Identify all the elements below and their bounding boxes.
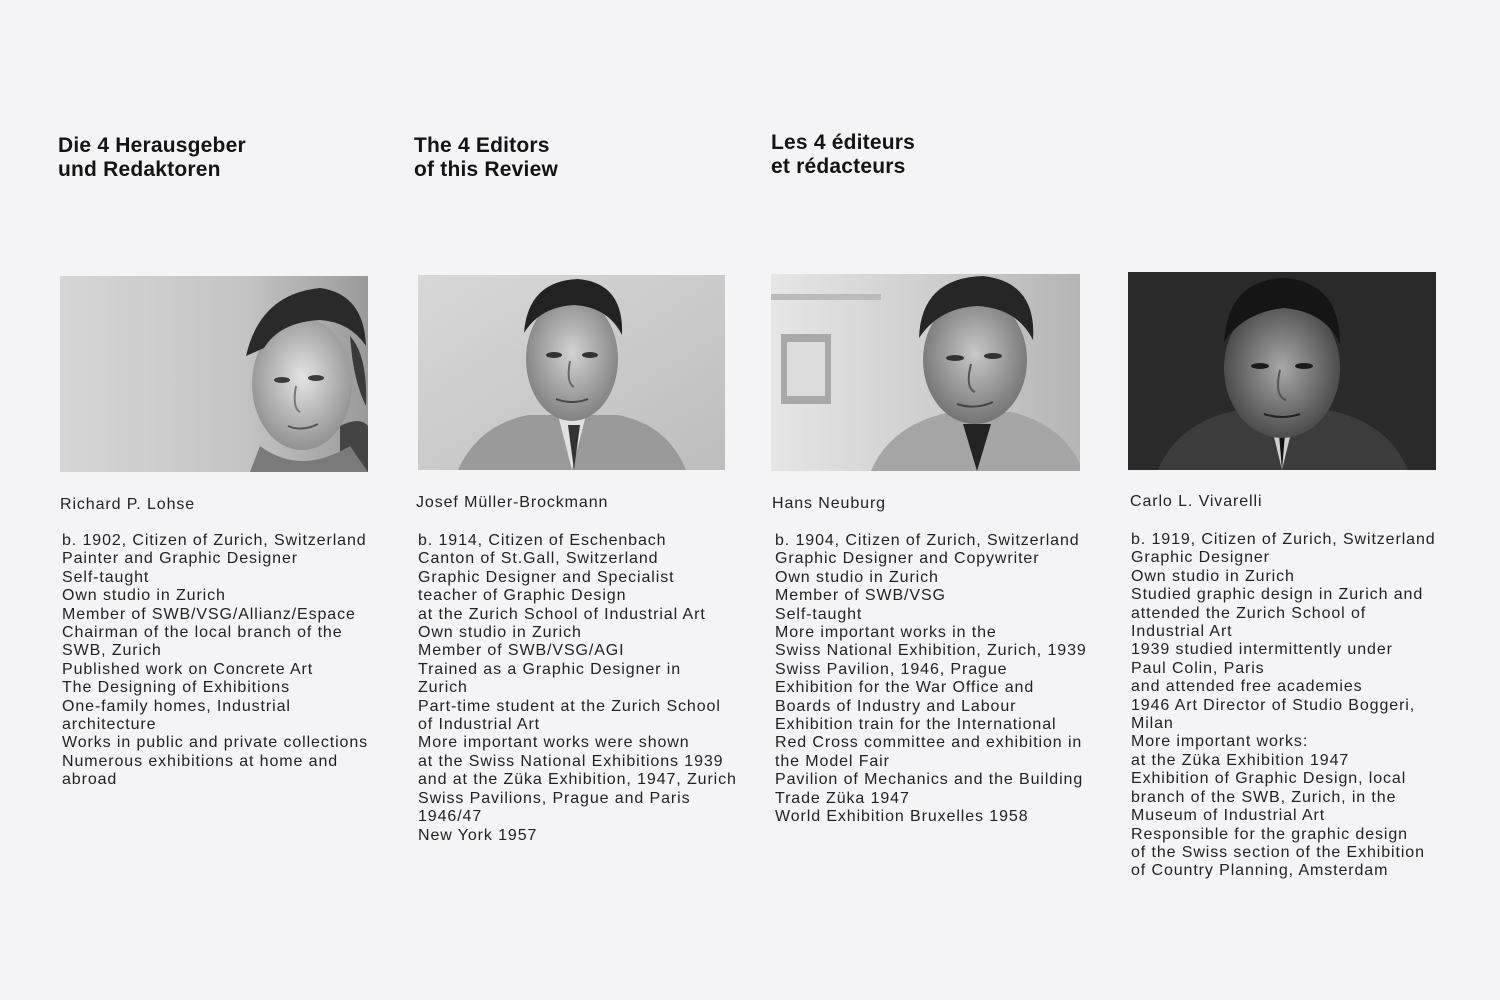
bio-line: and at the Züka Exhibition, 1947, Zurich: [418, 771, 737, 789]
bio-line: architecture: [62, 716, 157, 734]
bio-line: Own studio in Zurich: [1131, 567, 1295, 585]
bio-line: attended the Zurich School of: [1131, 604, 1367, 622]
bio-line: New York 1957: [418, 826, 538, 844]
heading-german-line1: Die 4 Herausgeber: [58, 134, 246, 157]
portrait-photo-mueller-brockmann: [418, 275, 725, 470]
bio-line: Pavilion of Mechanics and the Building: [775, 771, 1084, 789]
editor-bio-vivarelli: [1131, 531, 1436, 881]
bio-line: at the Swiss National Exhibitions 1939: [418, 752, 724, 770]
bio-line: Graphic Designer and Copywriter: [775, 550, 1040, 568]
bio-line: b. 1919, Citizen of Zurich, Switzerland: [1131, 531, 1436, 548]
bio-line: Chairman of the local branch of the: [62, 624, 343, 642]
bio-line: Member of SWB/VSG: [775, 587, 946, 605]
bio-line: Member of SWB/VSG/Allianz/Espace: [62, 605, 356, 623]
bio-line: Museum of Industrial Art: [1131, 807, 1326, 825]
bio-line: of Country Planning, Amsterdam: [1131, 862, 1389, 880]
bio-line: More important works were shown: [418, 734, 690, 752]
bio-line: Trade Züka 1947: [775, 789, 910, 807]
bio-line: Exhibition for the War Office and: [775, 679, 1035, 697]
bio-line: Exhibition train for the International: [775, 716, 1057, 734]
heading-french: [771, 131, 915, 179]
editor-name-vivarelli: Carlo L. Vivarelli: [1130, 493, 1263, 510]
portrait-photo-vivarelli: [1128, 272, 1436, 470]
editor-bio-neuburg: [775, 532, 1087, 827]
bio-line: Boards of Industry and Labour: [775, 697, 1017, 715]
editor-name-lohse: Richard P. Lohse: [60, 496, 196, 513]
heading-french-line2: et rédacteurs: [771, 155, 906, 178]
bio-line: One-family homes, Industrial: [62, 697, 291, 715]
editor-bio-lohse: [62, 532, 368, 790]
bio-line: Canton of St.Gall, Switzerland: [418, 550, 659, 568]
heading-french-line1: Les 4 éditeurs: [771, 131, 916, 154]
bio-line: Works in public and private collections: [62, 734, 369, 752]
heading-english: [414, 134, 558, 182]
bio-line: Painter and Graphic Designer: [62, 550, 298, 568]
bio-line: Responsible for the graphic design: [1131, 825, 1408, 843]
bio-line: teacher of Graphic Design: [418, 587, 627, 605]
bio-line: the Model Fair: [775, 752, 890, 770]
bio-line: SWB, Zurich: [62, 642, 162, 660]
bio-line: branch of the SWB, Zurich, in the: [1131, 788, 1397, 806]
portrait-photo-neuburg: [771, 274, 1080, 471]
bio-line: Published work on Concrete Art: [62, 660, 314, 678]
bio-line: The Designing of Exhibitions: [62, 679, 290, 697]
editor-bio-mueller-brockmann: [418, 532, 737, 845]
bio-line: abroad: [62, 771, 118, 789]
bio-line: of the Swiss section of the Exhibition: [1131, 843, 1425, 861]
bio-line: 1946/47: [418, 808, 483, 826]
bio-line: Own studio in Zurich: [418, 624, 582, 642]
editor-name-neuburg: Hans Neuburg: [772, 495, 886, 512]
bio-line: and attended free academies: [1131, 678, 1363, 696]
heading-german: [58, 134, 246, 182]
bio-line: Numerous exhibitions at home and: [62, 752, 339, 770]
bio-line: b. 1904, Citizen of Zurich, Switzerland: [775, 532, 1080, 549]
bio-line: Paul Colin, Paris: [1131, 659, 1265, 677]
bio-line: Studied graphic design in Zurich and: [1131, 586, 1424, 604]
bio-line: Swiss Pavilions, Prague and Paris: [418, 789, 691, 807]
bio-line: b. 1914, Citizen of Eschenbach: [418, 532, 667, 549]
bio-line: Self-taught: [775, 605, 863, 623]
bio-line: World Exhibition Bruxelles 1958: [775, 808, 1029, 826]
bio-line: Part-time student at the Zurich School: [418, 697, 721, 715]
bio-line: 1946 Art Director of Studio Boggeri,: [1131, 696, 1416, 714]
bio-line: Trained as a Graphic Designer in: [418, 660, 681, 678]
bio-line: Zurich: [418, 679, 468, 697]
bio-line: of Industrial Art: [418, 716, 541, 734]
bio-line: b. 1902, Citizen of Zurich, Switzerland: [62, 532, 367, 549]
bio-line: Self-taught: [62, 568, 150, 586]
bio-line: Swiss Pavilion, 1946, Prague: [775, 660, 1008, 678]
bio-line: Own studio in Zurich: [775, 568, 939, 586]
heading-english-line1: The 4 Editors: [414, 134, 550, 157]
bio-line: Swiss National Exhibition, Zurich, 1939: [775, 642, 1087, 660]
bio-line: Own studio in Zurich: [62, 587, 226, 605]
bio-line: Milan: [1131, 715, 1174, 733]
bio-line: Industrial Art: [1131, 623, 1233, 641]
editor-name-mueller-brockmann: Josef Müller-Brockmann: [416, 494, 609, 511]
bio-line: More important works in the: [775, 624, 997, 642]
bio-line: Red Cross committee and exhibition in: [775, 734, 1083, 752]
bio-line: Graphic Designer and Specialist: [418, 568, 675, 586]
bio-line: Member of SWB/VSG/AGI: [418, 642, 625, 660]
portrait-photo-lohse: [60, 276, 368, 472]
bio-line: at the Züka Exhibition 1947: [1131, 751, 1350, 769]
heading-german-line2: und Redaktoren: [58, 158, 221, 181]
heading-english-line2: of this Review: [414, 158, 558, 181]
bio-line: Graphic Designer: [1131, 549, 1270, 567]
bio-line: 1939 studied intermittently under: [1131, 641, 1393, 659]
bio-line: Exhibition of Graphic Design, local: [1131, 770, 1407, 788]
bio-line: at the Zurich School of Industrial Art: [418, 605, 706, 623]
bio-line: More important works:: [1131, 733, 1309, 751]
